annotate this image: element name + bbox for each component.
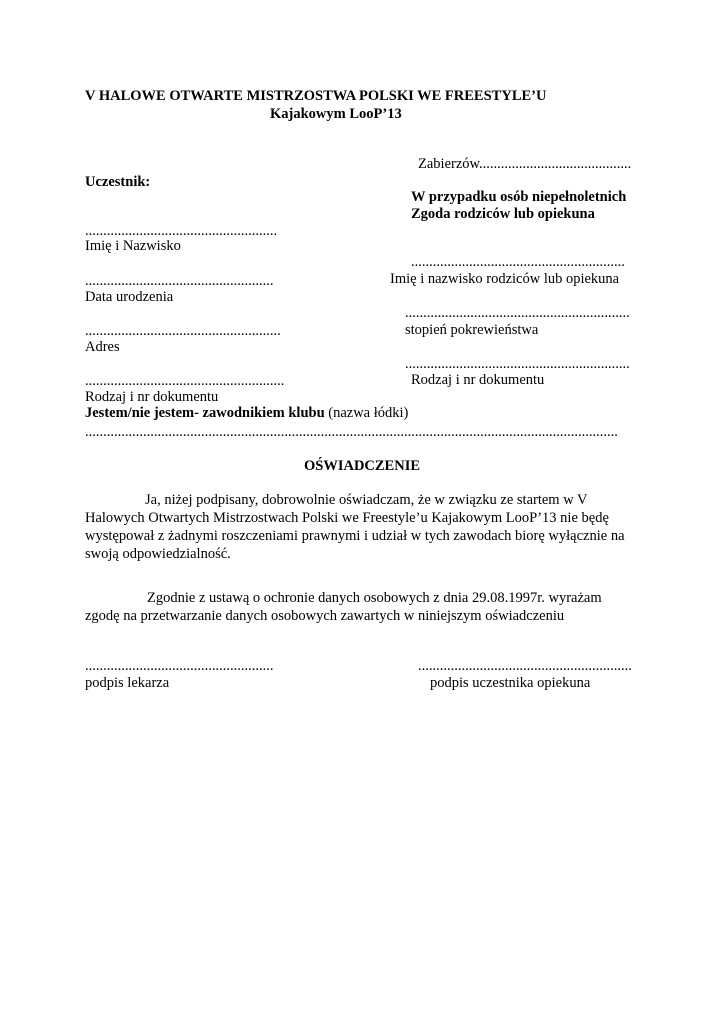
guardian-relation-line: .............................................................. (405, 305, 630, 321)
guardian-document-label: Rodzaj i nr dokumentu (411, 372, 545, 388)
doctor-signature-label: podpis lekarza (85, 675, 170, 691)
doctor-signature-line: .................................................... (85, 658, 274, 674)
participant-signature-label: podpis uczestnika opiekuna (430, 675, 591, 691)
participant-document-line: ....................................................... (85, 373, 285, 389)
guardian-relation-label: stopień pokrewieństwa (405, 322, 539, 338)
declaration-title: OŚWIADCZENIE (303, 458, 421, 474)
document-title: V HALOWE OTWARTE MISTRZOSTWA POLSKI WE FREESTYLE’U (85, 88, 547, 104)
guardian-heading-line2: Zgoda rodziców lub opiekuna (411, 206, 595, 222)
club-statement-bold: Jestem/nie jestem- zawodnikiem klubu (85, 405, 325, 421)
participant-document-label: Rodzaj i nr dokumentu (85, 389, 219, 405)
guardian-name-label: Imię i nazwisko rodziców lub opiekuna (390, 271, 620, 287)
participant-address-label: Adres (85, 339, 120, 355)
participant-dob-line: .................................................... (85, 273, 274, 289)
guardian-document-line: .............................................................. (405, 356, 630, 372)
club-name-line: ................................................................................................................................................... (85, 424, 618, 440)
declaration-paragraph-1: Ja, niżej podpisany, dobrowolnie oświadczam, że w związku ze startem w V Halowych Otwartych Mistrzostwach Polski we Freestyle’u Kajakowym LooP’13 nie będę występował z żadnymi roszczeniami prawnymi i udział w tych zawodach biorę wyłącznie na swoją odpowiedzialność. (85, 492, 625, 562)
participant-dob-label: Data urodzenia (85, 289, 174, 305)
place-field: Zabierzów.......................................... (418, 156, 632, 172)
club-statement-note: (nazwa łódki) (324, 405, 409, 421)
club-statement (85, 405, 408, 422)
participant-heading: Uczestnik: (85, 174, 151, 190)
participant-address-line: ...................................................... (85, 323, 281, 339)
guardian-heading-line1: W przypadku osób niepełnoletnich (411, 189, 627, 205)
participant-name-line: ..................................................... (85, 223, 278, 239)
guardian-name-line: ........................................................... (411, 254, 625, 270)
participant-signature-line: ........................................................... (418, 658, 632, 674)
document-subtitle: Kajakowym LooP’13 (270, 106, 402, 122)
participant-name-label: Imię i Nazwisko (85, 238, 181, 254)
declaration-paragraph-2: Zgodnie z ustawą o ochronie danych osobowych z dnia 29.08.1997r. wyrażam zgodę na przetwarzanie danych osobowych zawartych w niniejszym oświadczeniu (85, 590, 602, 624)
